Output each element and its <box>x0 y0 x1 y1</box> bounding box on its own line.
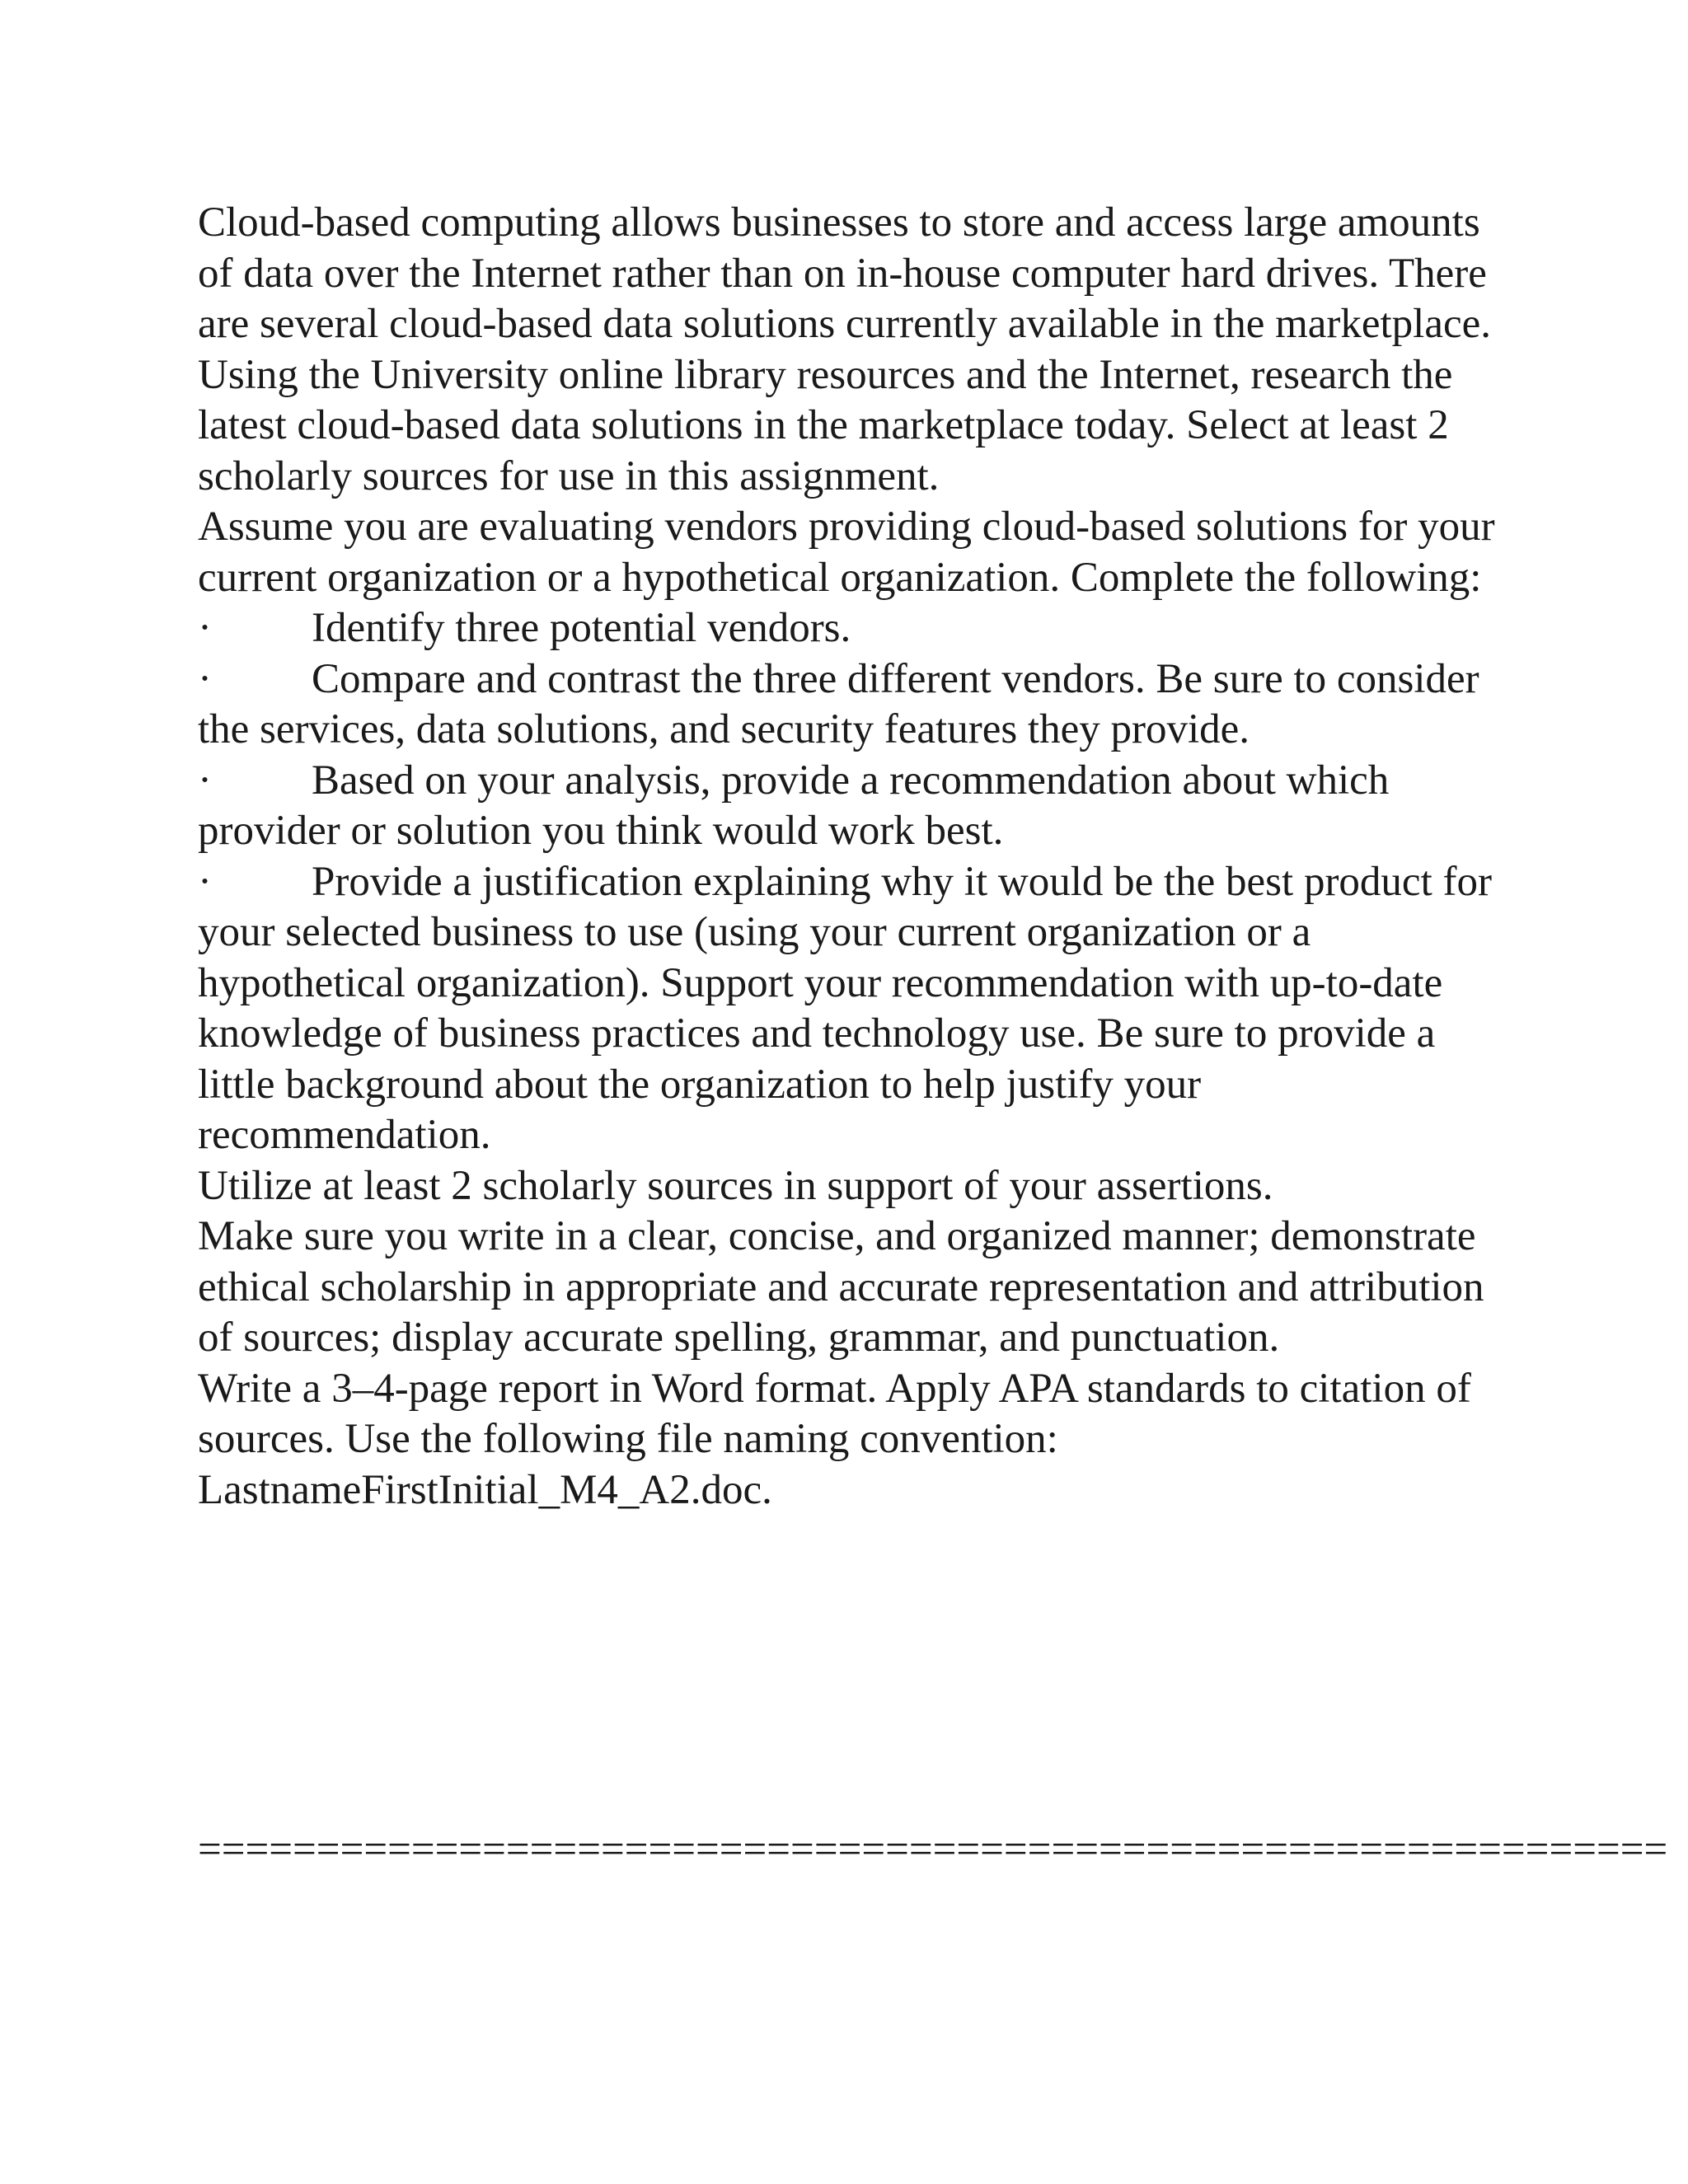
write-paragraph: Write a 3–4-page report in Word format. Apply APA standards to citation of sources. Use the following file naming convention: LastnameFirstInitial_M4_A2.doc. <box>198 1365 1471 1513</box>
utilize-paragraph: Utilize at least 2 scholarly sources in support of your assertions. <box>198 1162 1273 1209</box>
bullet-mark: · <box>198 655 212 702</box>
bullet-mark: · <box>198 858 212 905</box>
bullet-item <box>198 857 1500 1161</box>
bullet-item <box>198 756 1500 857</box>
bullet-text: Compare and contrast the three different vendors. Be sure to consider the services, data solutions, and security features they provide. <box>198 655 1479 752</box>
bullet-text: Identify three potential vendors. <box>312 605 851 651</box>
document-body <box>198 198 1500 1516</box>
research-paragraph: Using the University online library resources and the Internet, research the latest cloud-based data solutions in the marketplace today. Select at least 2 scholarly sources for use in this assignment. <box>198 351 1453 499</box>
make-sure-paragraph: Make sure you write in a clear, concise, and organized manner; demonstrate ethical scholarship in appropriate and accurate representation and attribution of sources; display accurate spelling, grammar, and punctuation. <box>198 1213 1484 1361</box>
bullet-mark: · <box>198 757 212 804</box>
assume-paragraph: Assume you are evaluating vendors providing cloud-based solutions for your current organization or a hypothetical organization. Complete the following: <box>198 504 1495 601</box>
intro-paragraph: Cloud-based computing allows businesses to store and access large amounts of data over the Internet rather than on in-house computer hard drives. There are several cloud-based data solutions currently available in the marketplace. <box>198 199 1491 347</box>
bullet-text: Based on your analysis, provide a recommendation about which provider or solution you think would work best. <box>198 757 1390 854</box>
bullet-item <box>198 603 1500 654</box>
bullet-mark: · <box>198 605 212 651</box>
bullet-item <box>198 654 1500 756</box>
separator-line: ============================================================== <box>198 1826 1668 1872</box>
bullet-text: Provide a justification explaining why it would be the best product for your selected business to use (using your current organization or a hypothetical organization). Support your recommendation with up-to-date knowledge of business practices and technology use. Be sure to provide a little background about the organization to help justify your recommendation. <box>198 858 1492 1158</box>
